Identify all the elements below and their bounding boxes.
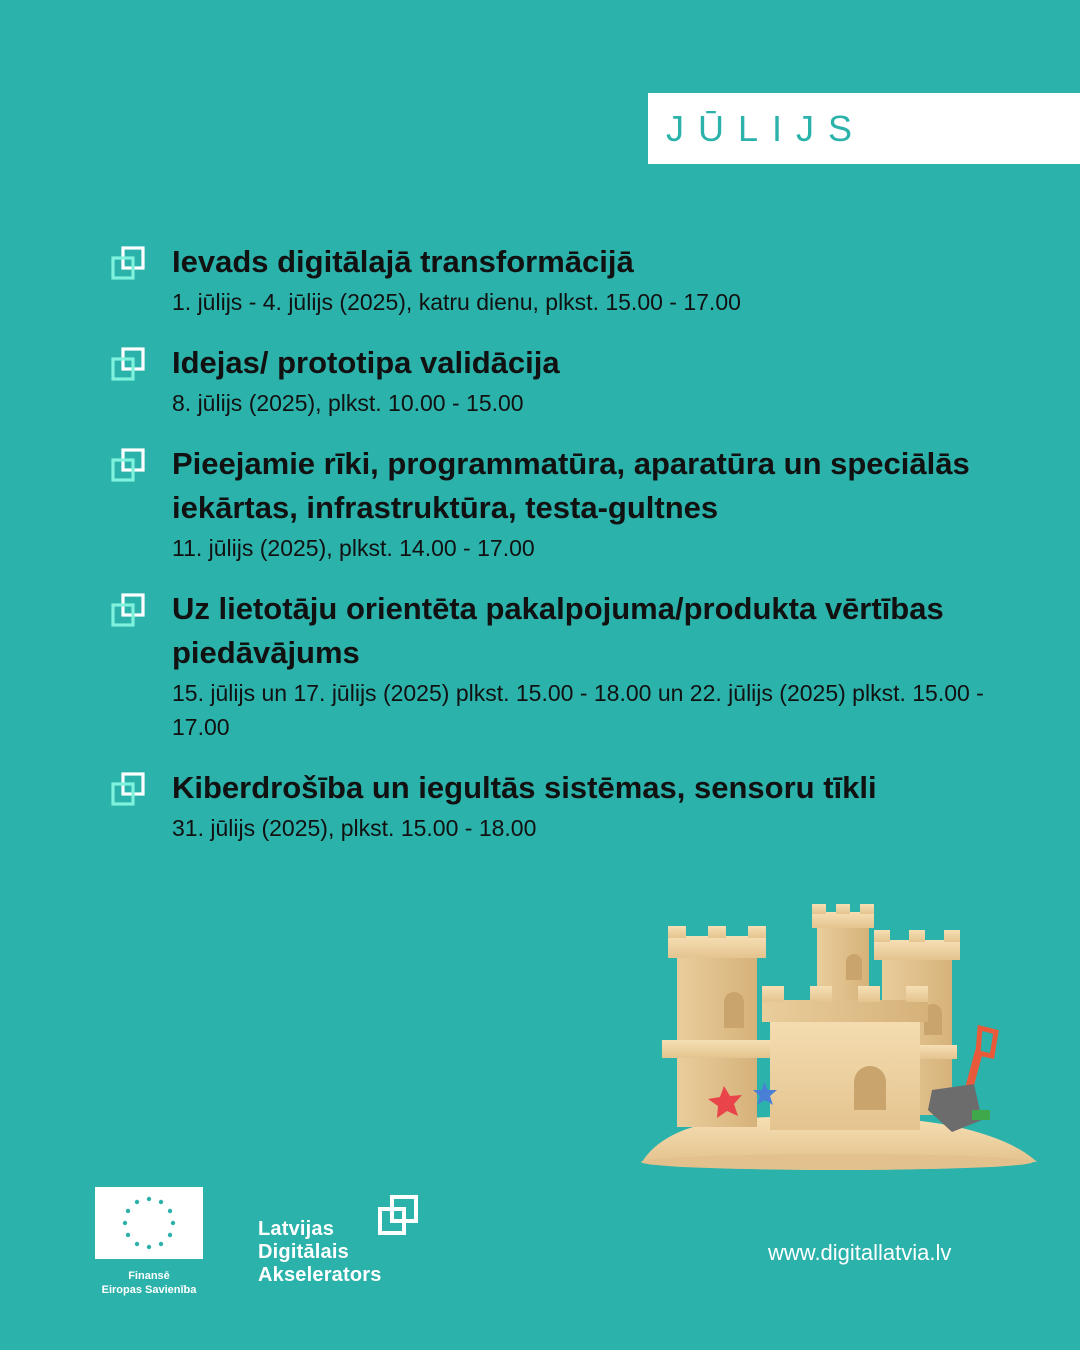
- website-link[interactable]: www.digitallatvia.lv: [768, 1240, 952, 1265]
- event-title: Pieejamie rīki, programmatūra, aparatūra un speciālās iekārtas, infrastruktūra, testa-gultnes: [172, 446, 970, 525]
- lda-line3: Akselerators: [258, 1264, 382, 1286]
- month-title: JŪLIJS: [666, 107, 867, 149]
- sandcastle-illustration: [632, 900, 1042, 1180]
- event-date: 31. jūlijs (2025), plkst. 15.00 - 18.00: [172, 815, 537, 841]
- event-item: [110, 766, 1030, 845]
- lda-line2: Digitālais: [258, 1241, 349, 1263]
- event-date: 15. jūlijs un 17. jūlijs (2025) plkst. 15.00 - 18.00 un 22. jūlijs (2025) plkst. 15.00 - 17.00: [172, 680, 984, 740]
- event-date: 8. jūlijs (2025), plkst. 10.00 - 15.00: [172, 390, 524, 416]
- event-title: Uz lietotāju orientēta pakalpojuma/produkta vērtības piedāvājums: [172, 591, 944, 670]
- event-date: 1. jūlijs - 4. jūlijs (2025), katru dienu, plkst. 15.00 - 17.00: [172, 289, 741, 315]
- eu-caption-line1: Finansē: [128, 1270, 170, 1282]
- lda-logo-text: [258, 1218, 382, 1287]
- squares-icon: [110, 346, 146, 382]
- event-item: [110, 240, 1030, 319]
- eu-flag: [95, 1187, 203, 1259]
- eu-caption-line2: Eiropas Savienība: [101, 1284, 197, 1296]
- squares-icon: [110, 245, 146, 281]
- eu-caption: [70, 1269, 228, 1297]
- event-item: [110, 587, 1030, 744]
- squares-icon: [110, 771, 146, 807]
- eu-stars-icon: [95, 1187, 203, 1259]
- event-title: Idejas/ prototipa validācija: [172, 345, 560, 380]
- event-title: Kiberdrošība un iegultās sistēmas, sensoru tīkli: [172, 770, 877, 805]
- event-item: [110, 442, 1030, 565]
- squares-icon: [110, 592, 146, 628]
- lda-line1: Latvijas: [258, 1218, 335, 1240]
- event-title: Ievads digitālajā transformācijā: [172, 244, 634, 279]
- event-list: [110, 240, 1030, 867]
- event-date: 11. jūlijs (2025), plkst. 14.00 - 17.00: [172, 535, 535, 561]
- month-header-box: [648, 93, 1080, 164]
- squares-icon: [110, 447, 146, 483]
- event-item: [110, 341, 1030, 420]
